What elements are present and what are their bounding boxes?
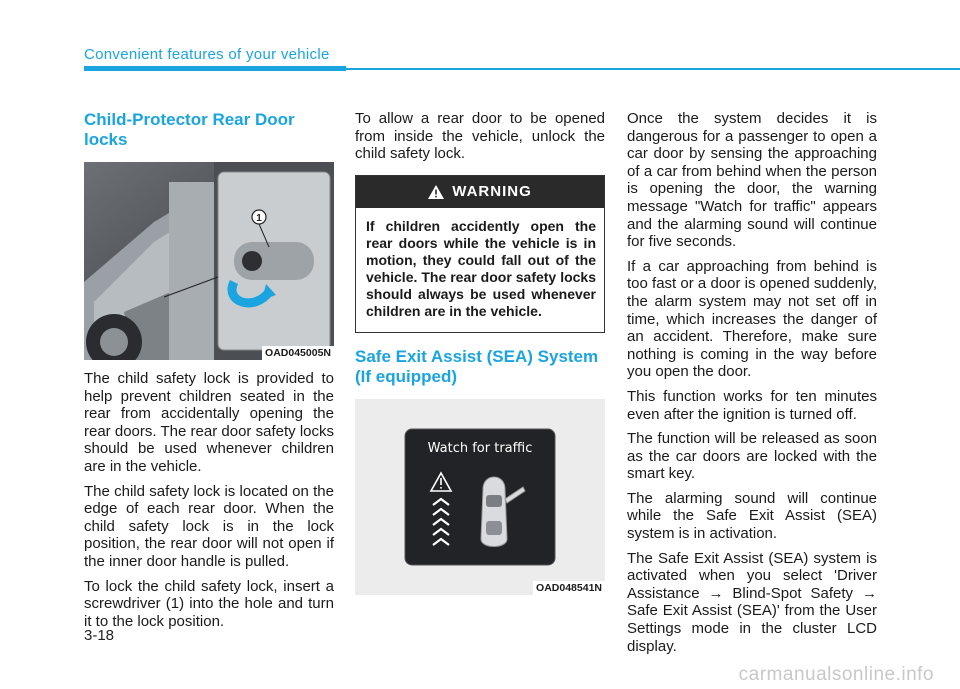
paragraph: The function will be released as soon as the car doors are locked with the smart key. bbox=[627, 430, 877, 483]
paragraph: To lock the child safety lock, insert a screwdriver (1) into the hole and turn it to the lock position. bbox=[84, 577, 334, 630]
paragraph: This function works for ten minutes even after the ignition is turned off. bbox=[627, 387, 877, 423]
column-1 bbox=[84, 110, 334, 637]
figure-caption: OAD048541N bbox=[533, 581, 605, 595]
watermark: carmanualsonline.info bbox=[738, 664, 934, 685]
heading-sea: Safe Exit Assist (SEA) System (If equipped) bbox=[355, 346, 599, 386]
paragraph: The alarming sound will continue while the Safe Exit Assist (SEA) system is in activation. bbox=[627, 489, 877, 543]
figure-door-lock bbox=[84, 162, 334, 360]
heading-child-lock: Child-Protector Rear Door locks bbox=[84, 110, 295, 149]
figure-sea-display bbox=[355, 399, 605, 595]
warning-box bbox=[355, 175, 605, 333]
header-rule bbox=[346, 68, 960, 70]
callout-number: 1 bbox=[256, 213, 262, 224]
warning-header bbox=[356, 176, 604, 208]
warning-body: If children accidently open the rear doors while the vehicle is in motion, they could fall out of the vehicle. The rear door safety locks should always be used whenever children are in the vehicle. bbox=[366, 217, 596, 319]
paragraph: If a car approaching from behind is too fast or a door is opened suddenly, the alarm system may not set off in time, which increases the danger of an accident. Therefore, make sure nothing is coming in the way before you open the door. bbox=[627, 257, 877, 381]
section-header: Convenient features of your vehicle bbox=[84, 46, 330, 63]
paragraph: The Safe Exit Assist (SEA) system is activated when you select 'Driver Assistance → Blind-Spot Safety → Safe Exit Assist (SEA)' from the User Settings mode in the cluster LCD display. bbox=[627, 549, 877, 655]
column-2 bbox=[355, 110, 605, 595]
paragraph: To allow a rear door to be opened from inside the vehicle, unlock the child safety lock. bbox=[355, 110, 605, 163]
header-accent-bar bbox=[84, 66, 346, 71]
warning-title: WARNING bbox=[452, 183, 532, 201]
car-door-illustration bbox=[84, 162, 334, 360]
warning-icon bbox=[428, 185, 444, 199]
paragraph: The child safety lock is provided to help prevent children seated in the rear from accidentally opening the rear doors. The rear door safety locks should be used whenever children are in the vehicle. bbox=[84, 370, 334, 475]
figure-caption: OAD045005N bbox=[262, 346, 334, 360]
display-message: Watch for traffic bbox=[427, 440, 533, 456]
paragraph: The child safety lock is located on the edge of each rear door. When the child safety lock is in the lock position, the rear door will not open if the inner door handle is pulled. bbox=[84, 482, 334, 570]
paragraph: Once the system decides it is dangerous for a passenger to open a car door by sensing the approaching of a car from behind when the person is opening the door, the warning message "Watch for traffic" appears and the alarming sound will continue for five seconds. bbox=[627, 110, 877, 251]
page-number: 3-18 bbox=[84, 627, 115, 644]
cluster-display-illustration bbox=[355, 399, 605, 595]
column-3 bbox=[627, 110, 877, 662]
